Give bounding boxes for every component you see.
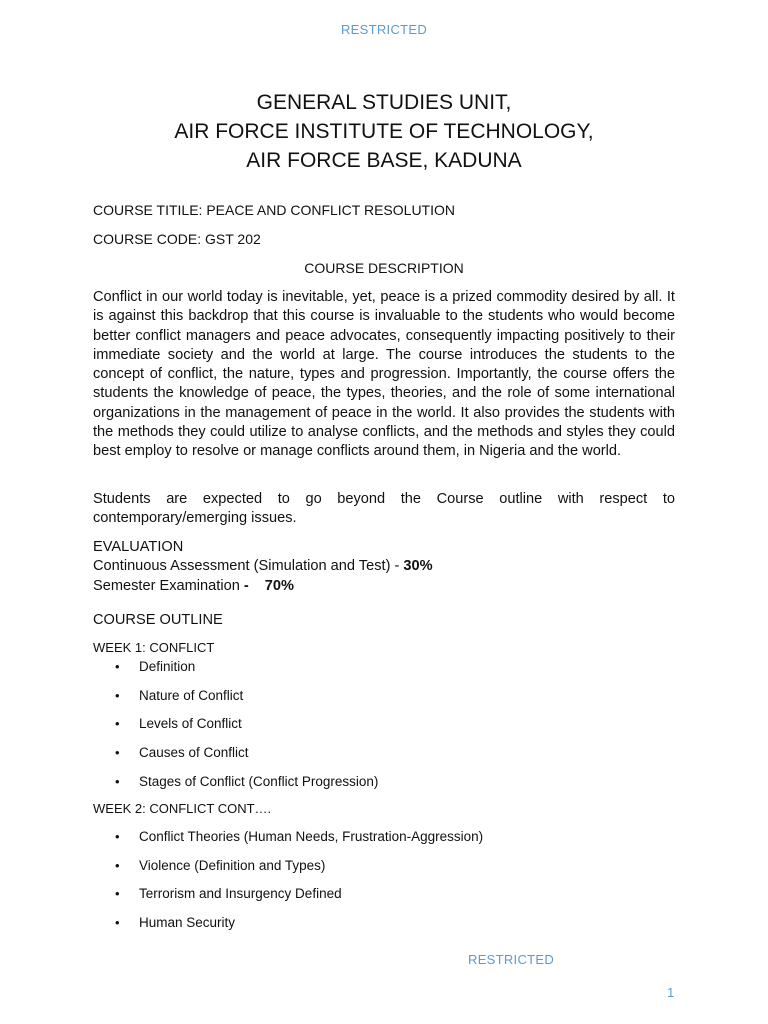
course-description: Conflict in our world today is inevitable, yet, peace is a prized commodity desired by all. It is against this backdrop that this course is invaluable to the students who would become better conflict managers and peace advocates, consequently impacting positively to their immediate society and the world at large. The course introduces the students to the concept of conflict, the nature, types and progression. Importantly, the course offers the students the knowledge of peace, the types, theories, and the role of some international organizations in the management of peace in the world. It also provides the students with the methods they could utilize to analyse conflicts, and the methods and styles they could best employ to resolve or manage conflicts around them, in Nigeria and the world.	[93, 289, 675, 460]
semester-exam-label: Semester Examination	[93, 578, 244, 594]
list-item: • Nature of Conflict	[93, 688, 378, 717]
course-outline-heading: COURSE OUTLINE	[93, 612, 223, 628]
week-2-topics	[93, 829, 483, 944]
heading-line-3: AIR FORCE BASE, KADUNA	[246, 149, 522, 172]
list-item: • Terrorism and Insurgency Defined	[93, 886, 483, 915]
evaluation-heading: EVALUATION	[93, 539, 184, 555]
heading-line-2: AIR FORCE INSTITUTE OF TECHNOLOGY,	[174, 120, 594, 143]
footer-restricted-label: RESTRICTED	[468, 952, 555, 967]
week-1-label: WEEK 1: CONFLICT	[93, 640, 215, 655]
list-item: • Conflict Theories (Human Needs, Frustration-Aggression)	[93, 829, 483, 858]
semester-exam-dash: -	[243, 578, 249, 594]
course-title: COURSE TITILE: PEACE AND CONFLICT RESOLUTION	[93, 202, 455, 218]
week-2-label: WEEK 2: CONFLICT CONT….	[93, 801, 272, 816]
continuous-assessment-value: 30%	[403, 558, 433, 574]
list-item: • Human Security	[93, 915, 483, 944]
list-item: • Definition	[93, 659, 378, 688]
week-1-topics	[93, 659, 378, 802]
course-description-heading: COURSE DESCRIPTION	[304, 260, 464, 276]
heading-line-1: GENERAL STUDIES UNIT,	[256, 91, 512, 114]
list-item: • Causes of Conflict	[93, 745, 378, 774]
continuous-assessment-line	[93, 558, 433, 574]
page-number: 1	[667, 985, 675, 1000]
header-restricted-label: RESTRICTED	[340, 22, 428, 37]
semester-exam-line	[93, 578, 294, 594]
course-code: COURSE CODE: GST 202	[93, 231, 261, 247]
semester-exam-value: 70%	[264, 578, 294, 594]
document-heading	[0, 88, 768, 175]
continuous-assessment-label: Continuous Assessment (Simulation and Test) -	[93, 558, 404, 574]
list-item: • Stages of Conflict (Conflict Progression)	[93, 774, 378, 803]
list-item: • Violence (Definition and Types)	[93, 858, 483, 887]
students-note: Students are expected to go beyond the Course outline with respect to contemporary/emerging issues.	[93, 491, 675, 527]
list-item: • Levels of Conflict	[93, 716, 378, 745]
